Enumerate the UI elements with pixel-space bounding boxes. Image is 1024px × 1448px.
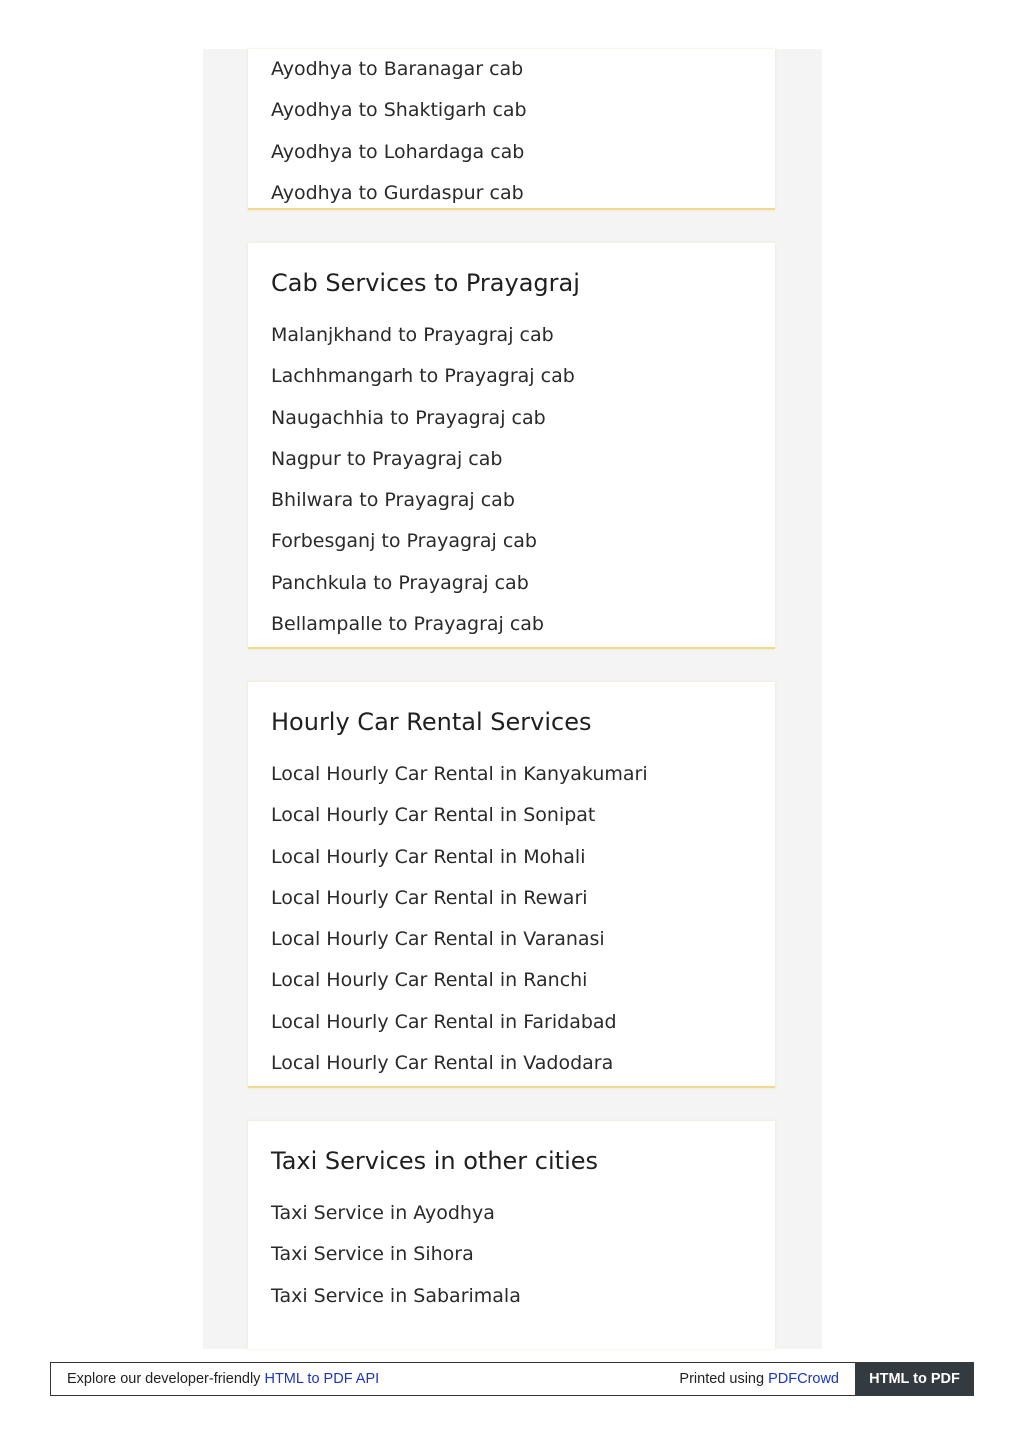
ayodhya-route-list — [271, 49, 765, 204]
card-prayagraj — [248, 243, 775, 649]
list-item[interactable]: Taxi Service in Sabarimala — [271, 1284, 521, 1307]
list-item[interactable]: Ayodhya to Lohardaga cab — [271, 140, 525, 163]
hourly-rental-list — [271, 754, 765, 1075]
list-item[interactable]: Naugachhia to Prayagraj cab — [271, 406, 546, 429]
footer-explore — [67, 1363, 379, 1395]
section-title: Hourly Car Rental Services — [271, 708, 592, 736]
footer-printed — [679, 1363, 839, 1395]
taxi-service-list — [271, 1193, 765, 1323]
list-item[interactable]: Taxi Service in Sihora — [271, 1243, 474, 1266]
list-item[interactable]: Local Hourly Car Rental in Faridabad — [271, 1010, 617, 1033]
footer-explore-text: Explore our developer-friendly — [67, 1371, 261, 1387]
list-item[interactable]: Bellampalle to Prayagraj cab — [271, 613, 544, 636]
list-item[interactable]: Local Hourly Car Rental in Sonipat — [271, 804, 596, 827]
card-ayodhya-routes — [248, 49, 775, 210]
list-item[interactable]: Taxi Service in Ayodhya — [271, 1202, 495, 1224]
section-title: Taxi Services in other cities — [271, 1147, 599, 1175]
pdfcrowd-link[interactable]: PDFCrowd — [768, 1371, 839, 1387]
list-item[interactable]: Local Hourly Car Rental in Mohali — [271, 845, 586, 868]
list-item[interactable]: Nagpur to Prayagraj cab — [271, 447, 503, 470]
card-hourly-rental — [248, 682, 775, 1088]
footer-printed-text: Printed using — [679, 1371, 765, 1387]
html-to-pdf-badge[interactable]: HTML to PDF — [855, 1362, 974, 1396]
list-item[interactable]: Ayodhya to Gurdaspur cab — [271, 181, 524, 204]
list-item[interactable]: Panchkula to Prayagraj cab — [271, 571, 529, 594]
list-item[interactable]: Forbesganj to Prayagraj cab — [271, 530, 537, 553]
pdf-footer-bar — [50, 1362, 974, 1396]
card-taxi-services — [248, 1121, 775, 1349]
prayagraj-route-list — [271, 315, 765, 636]
list-item[interactable]: Ayodhya to Shaktigarh cab — [271, 99, 527, 122]
list-item[interactable]: Ayodhya to Baranagar cab — [271, 58, 524, 80]
section-title: Cab Services to Prayagraj — [271, 269, 580, 297]
list-item[interactable]: Local Hourly Car Rental in Varanasi — [271, 928, 605, 951]
html-to-pdf-api-link[interactable]: HTML to PDF API — [264, 1371, 380, 1387]
list-item[interactable]: Local Hourly Car Rental in Rewari — [271, 886, 588, 909]
list-item[interactable]: Local Hourly Car Rental in Kanyakumari — [271, 763, 648, 785]
list-item[interactable]: Local Hourly Car Rental in Ranchi — [271, 969, 588, 992]
list-item[interactable]: Malanjkhand to Prayagraj cab — [271, 324, 554, 346]
list-item[interactable]: Lachhmangarh to Prayagraj cab — [271, 365, 575, 388]
list-item[interactable]: Local Hourly Car Rental in Vadodara — [271, 1052, 614, 1075]
list-item[interactable]: Bhilwara to Prayagraj cab — [271, 489, 515, 512]
